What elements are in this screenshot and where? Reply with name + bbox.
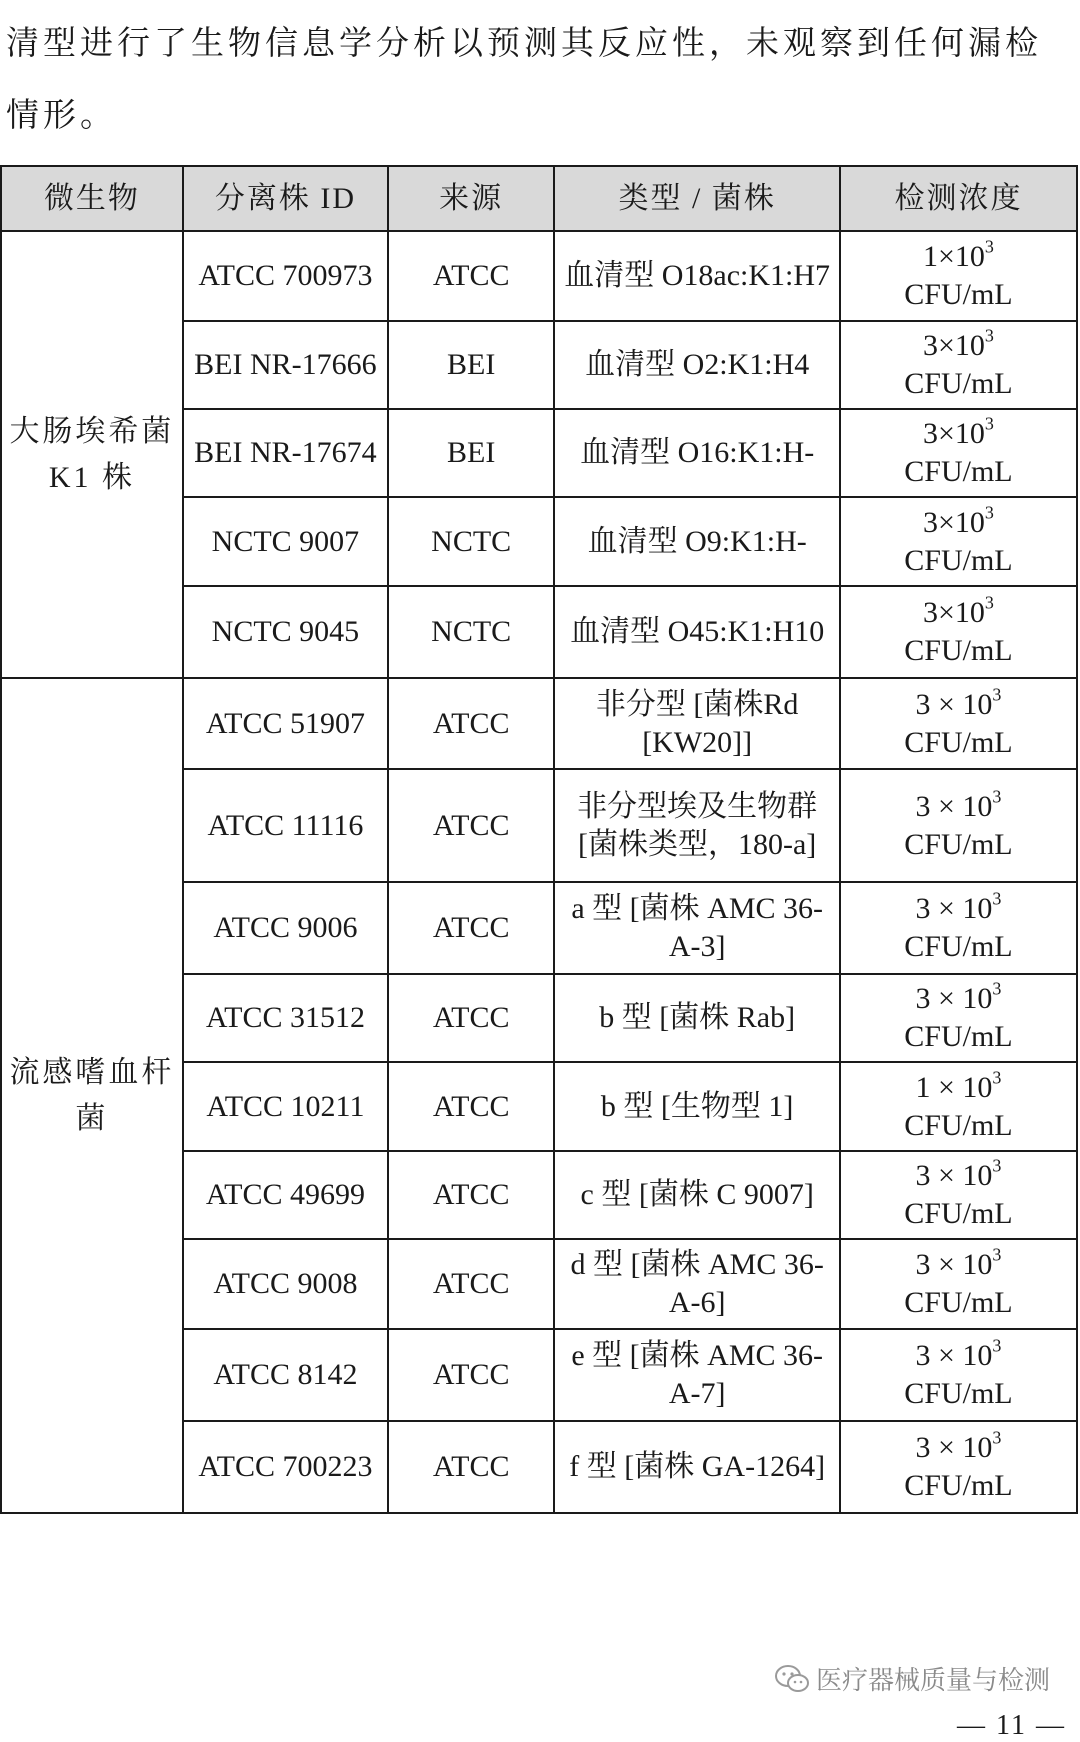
concentration-unit: CFU/mL <box>904 455 1013 488</box>
type-strain-cell: 血清型 O45:K1:H10 <box>554 586 840 678</box>
concentration-unit: CFU/mL <box>904 1108 1013 1142</box>
type-strain-cell: a 型 [菌株 AMC 36-A-3] <box>554 882 840 974</box>
source-cell: ATCC <box>388 1062 554 1151</box>
type-strain-cell: 血清型 O16:K1:H- <box>554 409 840 497</box>
source-cell: NCTC <box>388 497 554 586</box>
source-cell: ATCC <box>388 769 554 882</box>
isolate-id-cell: ATCC 700223 <box>183 1421 388 1513</box>
header-isolate-id: 分离株 ID <box>183 166 388 231</box>
watermark-text: 医疗器械质量与检测 <box>815 1666 1050 1696</box>
concentration-value: 3 × 10 <box>915 1339 993 1372</box>
concentration-unit: CFU/mL <box>904 827 1013 861</box>
intro-line-1: 清型进行了生物信息学分析以预测其反应性，未观察到任何漏检 <box>6 26 1042 62</box>
concentration-cell <box>840 409 1077 497</box>
concentration-unit: CFU/mL <box>904 1286 1013 1319</box>
concentration-value: 3 × 10 <box>915 982 993 1015</box>
source-cell: ATCC <box>388 1421 554 1513</box>
isolate-id-cell: ATCC 49699 <box>183 1151 388 1239</box>
type-strain-cell: d 型 [菌株 AMC 36-A-6] <box>554 1239 840 1329</box>
concentration-unit: CFU/mL <box>904 930 1013 963</box>
source-cell: ATCC <box>388 882 554 974</box>
isolate-id-cell: ATCC 700973 <box>183 231 388 321</box>
source-cell: ATCC <box>388 231 554 321</box>
isolate-id-cell: NCTC 9007 <box>183 497 388 586</box>
concentration-unit: CFU/mL <box>904 1197 1013 1230</box>
isolate-id-cell: ATCC 11116 <box>183 769 388 882</box>
organism-cell: 流感嗜血杆菌 <box>1 678 183 1513</box>
source-cell: NCTC <box>388 586 554 678</box>
concentration-exponent: 3 <box>984 236 994 257</box>
type-strain-cell: 血清型 O2:K1:H4 <box>554 321 840 409</box>
intro-line-2: 情形。 <box>6 98 117 134</box>
concentration-value: 3 × 10 <box>915 1248 993 1281</box>
concentration-value: 3 × 10 <box>915 1431 993 1464</box>
concentration-cell <box>840 882 1077 974</box>
header-type-strain: 类型 / 菌株 <box>554 166 840 231</box>
concentration-unit: CFU/mL <box>904 278 1013 311</box>
concentration-cell <box>840 231 1077 321</box>
concentration-value: 3×10 <box>923 505 985 539</box>
concentration-unit: CFU/mL <box>904 1469 1013 1502</box>
concentration-unit: CFU/mL <box>904 1377 1013 1410</box>
concentration-value: 3 × 10 <box>915 687 993 721</box>
concentration-exponent: 3 <box>992 978 1002 999</box>
concentration-unit: CFU/mL <box>904 367 1013 400</box>
source-cell: ATCC <box>388 1239 554 1329</box>
concentration-cell <box>840 974 1077 1062</box>
watermark <box>774 1660 1050 1697</box>
concentration-cell <box>840 769 1077 882</box>
header-concentration: 检测浓度 <box>840 166 1077 231</box>
isolate-id-cell: ATCC 9006 <box>183 882 388 974</box>
type-strain-cell: b 型 [菌株 Rab] <box>554 974 840 1062</box>
source-cell: ATCC <box>388 1151 554 1239</box>
type-strain-cell: 血清型 O9:K1:H- <box>554 497 840 586</box>
isolate-id-cell: NCTC 9045 <box>183 586 388 678</box>
concentration-value: 3 × 10 <box>915 892 993 925</box>
intro-paragraph <box>6 8 1076 152</box>
concentration-cell <box>840 1329 1077 1421</box>
page-number: — 11 — <box>957 1710 1066 1741</box>
concentration-cell <box>840 678 1077 769</box>
wechat-icon <box>774 1664 810 1694</box>
concentration-cell <box>840 321 1077 409</box>
concentration-exponent: 3 <box>984 592 994 613</box>
detection-table <box>0 165 1078 1514</box>
concentration-exponent: 3 <box>992 786 1002 806</box>
isolate-id-cell: BEI NR-17674 <box>183 409 388 497</box>
concentration-value: 3×10 <box>923 596 985 629</box>
isolate-id-cell: BEI NR-17666 <box>183 321 388 409</box>
type-strain-cell: 非分型埃及生物群 [菌株类型，180-a] <box>554 769 840 882</box>
concentration-cell <box>840 1421 1077 1513</box>
concentration-value: 1×10 <box>923 240 985 273</box>
concentration-cell <box>840 586 1077 678</box>
concentration-exponent: 3 <box>992 888 1002 909</box>
type-strain-cell: f 型 [菌株 GA-1264] <box>554 1421 840 1513</box>
concentration-cell <box>840 1062 1077 1151</box>
concentration-cell <box>840 1151 1077 1239</box>
concentration-exponent: 3 <box>984 325 994 346</box>
concentration-unit: CFU/mL <box>904 1020 1013 1053</box>
source-cell: ATCC <box>388 974 554 1062</box>
source-cell: BEI <box>388 409 554 497</box>
header-organism: 微生物 <box>1 166 183 231</box>
isolate-id-cell: ATCC 8142 <box>183 1329 388 1421</box>
concentration-unit: CFU/mL <box>904 543 1013 577</box>
concentration-value: 1 × 10 <box>915 1070 993 1104</box>
type-strain-cell: e 型 [菌株 AMC 36-A-7] <box>554 1329 840 1421</box>
isolate-id-cell: ATCC 10211 <box>183 1062 388 1151</box>
concentration-exponent: 3 <box>992 1427 1002 1448</box>
organism-cell: 大肠埃希菌 K1 株 <box>1 231 183 678</box>
source-cell: BEI <box>388 321 554 409</box>
concentration-exponent: 3 <box>992 1244 1002 1265</box>
table-row <box>1 231 1077 321</box>
concentration-cell <box>840 497 1077 586</box>
type-strain-cell: 非分型 [菌株Rd [KW20]] <box>554 678 840 769</box>
concentration-exponent: 3 <box>992 1067 1002 1087</box>
concentration-unit: CFU/mL <box>904 634 1013 667</box>
concentration-value: 3×10 <box>923 417 985 450</box>
type-strain-cell: c 型 [菌株 C 9007] <box>554 1151 840 1239</box>
concentration-exponent: 3 <box>992 1335 1002 1356</box>
type-strain-cell: 血清型 O18ac:K1:H7 <box>554 231 840 321</box>
concentration-unit: CFU/mL <box>904 725 1013 759</box>
type-strain-cell: b 型 [生物型 1] <box>554 1062 840 1151</box>
table-header-row <box>1 166 1077 231</box>
table-row <box>1 678 1077 769</box>
concentration-value: 3 × 10 <box>915 1159 993 1192</box>
source-cell: ATCC <box>388 678 554 769</box>
concentration-exponent: 3 <box>984 502 994 522</box>
source-cell: ATCC <box>388 1329 554 1421</box>
concentration-exponent: 3 <box>984 413 994 434</box>
isolate-id-cell: ATCC 51907 <box>183 678 388 769</box>
header-source: 来源 <box>388 166 554 231</box>
concentration-value: 3 × 10 <box>915 789 993 823</box>
concentration-exponent: 3 <box>992 684 1002 704</box>
isolate-id-cell: ATCC 9008 <box>183 1239 388 1329</box>
concentration-cell <box>840 1239 1077 1329</box>
isolate-id-cell: ATCC 31512 <box>183 974 388 1062</box>
concentration-value: 3×10 <box>923 329 985 362</box>
concentration-exponent: 3 <box>992 1155 1002 1176</box>
table-body <box>1 231 1077 1513</box>
